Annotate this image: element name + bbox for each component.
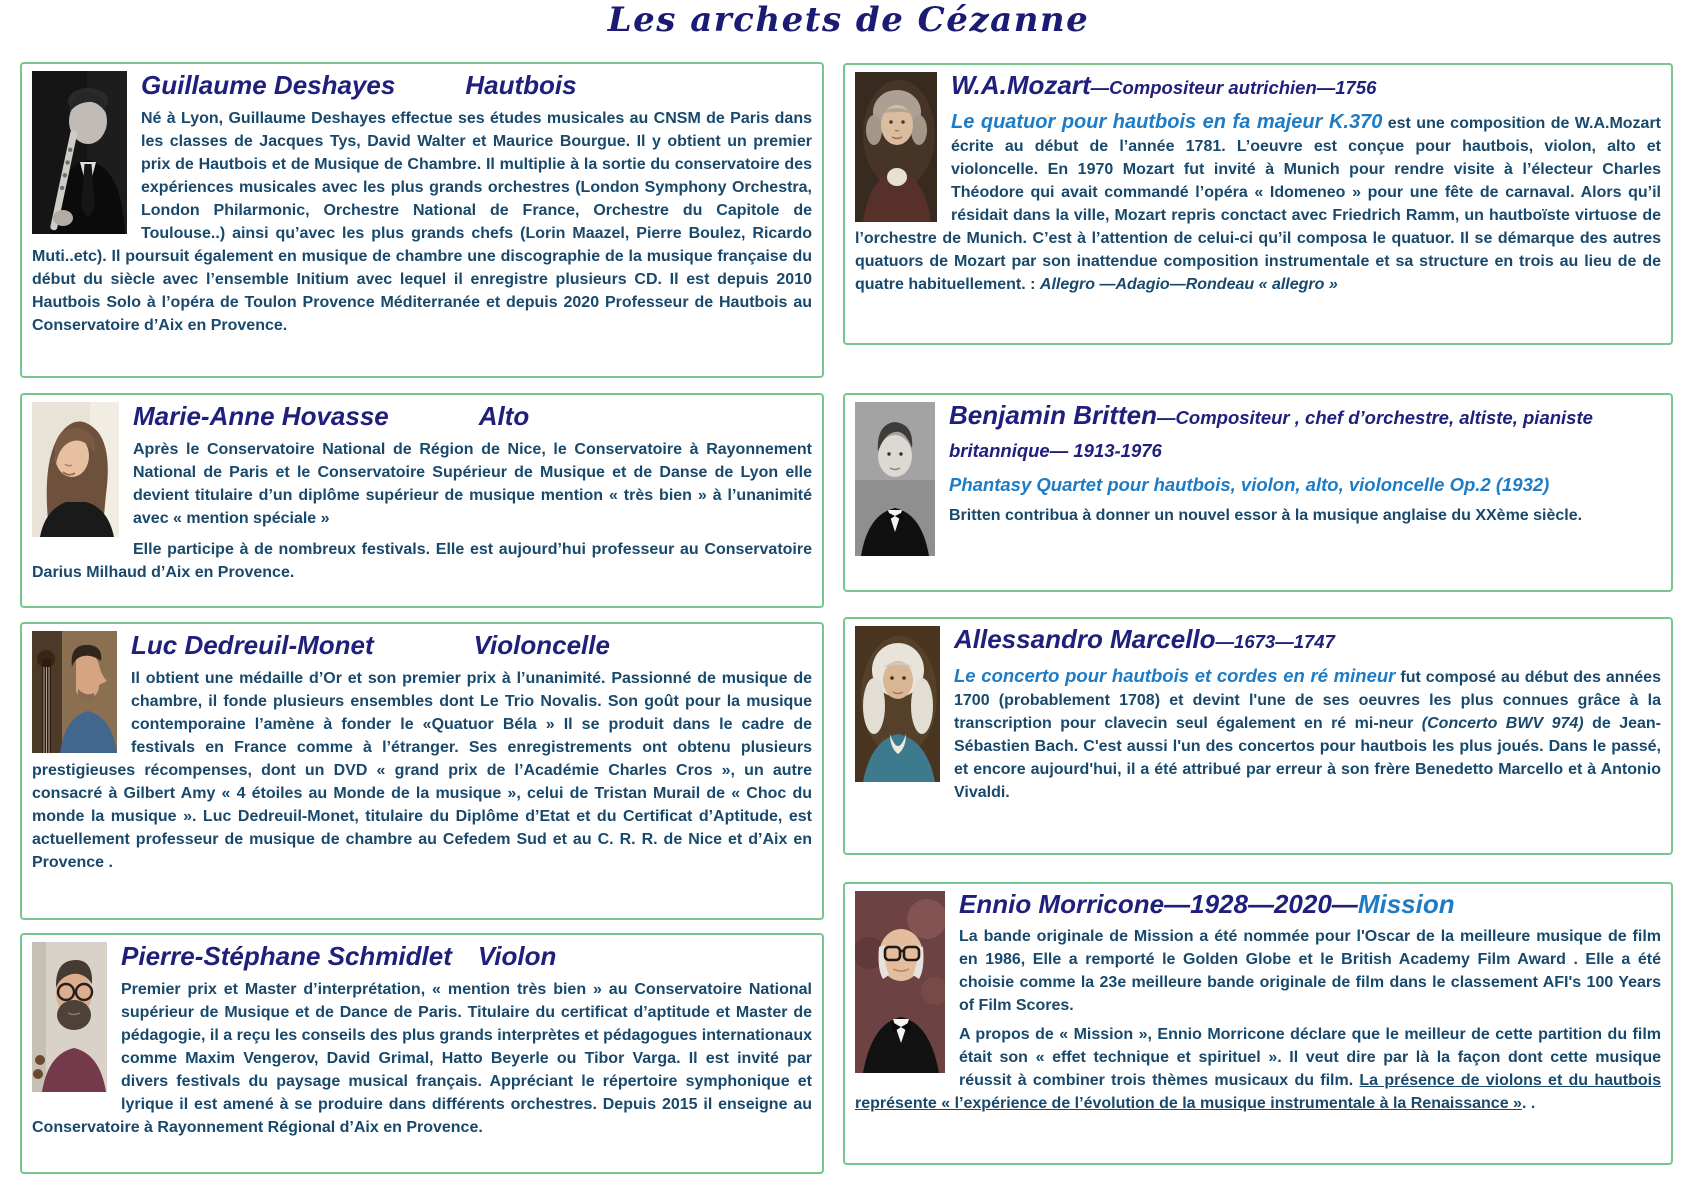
musician-card-deshayes	[20, 62, 824, 378]
alessandro-marcello-portrait	[855, 626, 940, 782]
bwv-reference: (Concerto BWV 974)	[1421, 715, 1584, 732]
instrument-label: Hautbois	[465, 70, 577, 100]
composer-heading	[855, 400, 1661, 466]
work-title: Mission	[1357, 889, 1455, 919]
work-text: est une composition de W.A.Mozart écrite au début de l’année 1781. L’oeuvre est conçue pour hautbois, violon, alto et violoncelle. En 1970 Mozart fut invité à Munich pour rendre visite à l’électeur Charles Théodore qui avait commandé l’opéra « Idomeneo » pour une fête de carnaval. Alors qu’il résidait dans la ville, Mozart repris conctact avec Friedrich Ramm, un hautboïste virtuose de l’orchestre de Munich. C’est à l’attention de celui-ci qu’il composa le quatuor. Il se démarque des autres quatuors de Mozart par son inattendue composition instrumentale et sa structure en trois au lieu de de quatre habituellement. :	[855, 115, 1662, 293]
wa-mozart-portrait	[855, 72, 937, 222]
composer-subtitle: —Compositeur autrichien—1756	[1090, 77, 1377, 98]
work-description-2	[855, 1023, 1661, 1115]
musician-card-dedreuil	[20, 622, 824, 920]
composer-card-britten	[843, 393, 1673, 592]
work-description	[855, 663, 1661, 804]
composer-subtitle: —Compositeur , chef d’orchestre, altiste, pianiste britannique— 1913-1976	[949, 407, 1593, 461]
composer-heading	[855, 624, 1661, 657]
musician-bio: Il obtient une médaille d’Or et son premier prix à l’unanimité. Passionné de musique de chambre, il fonde plusieurs ensembles dont Le Trio Novalis. Son goût pour la musique contemporaine l’amène à fonder le «Quatuor Béla » Il se produit dans le cadre de festivals en France comme à l’étranger. Ses enregistrements ont obtenu plusieurs prestigieuses récompenses, dont un DVD « grand prix de l’Académie Charles Cros », un autre consacré à Gilbert Amy « 4 étoiles au Monde de la musique », celui de Tristan Murail de « Choc du monde la musique ». Luc Dedreuil-Monet, titulaire du Diplôme d’Etat et du Certificat d’Aptitude, est actuellement professeur de musique de chambre au Cefedem Sud et au C. R. R. de Nice et d’Aix en Provence .	[32, 670, 812, 871]
composer-heading	[855, 889, 1661, 919]
musician-heading	[32, 69, 812, 101]
composer-card-marcello	[843, 617, 1673, 855]
instrument-label: Violon	[477, 941, 557, 971]
work-description: Britten contribua à donner un nouvel essor à la musique anglaise du XXème siècle.	[949, 507, 1583, 524]
composer-name: Ennio Morricone	[959, 889, 1165, 919]
work-description	[855, 109, 1661, 296]
work-title: Phantasy Quartet pour hautbois, violon, alto, violoncelle Op.2 (1932)	[949, 474, 1550, 495]
musician-card-schmidlet	[20, 933, 824, 1174]
work-title: Le concerto pour hautbois et cordes en ré mineur	[954, 665, 1396, 686]
work-title-line	[855, 472, 1661, 498]
work-title: Le quatuor pour hautbois en fa majeur K.370	[951, 111, 1383, 133]
benjamin-britten-photo	[855, 402, 935, 556]
composer-dates: —1673—1747	[1215, 631, 1335, 652]
ennio-morricone-photo	[855, 891, 945, 1073]
musician-name: Pierre-Stéphane Schmidlet	[121, 941, 452, 971]
instrument-label: Alto	[478, 401, 530, 431]
work-text-2: de Jean-Sébastien Bach. C'est aussi l'un des concertos pour hautbois les plus joués. Dans le passé, et encore aujourd'hui, il a été attribué par erreur à son frère Benedetto Marcello et à Antonio Vivaldi.	[954, 715, 1662, 801]
composer-card-mozart	[843, 63, 1673, 345]
underlined-text: La présence de violons et du hautbois représente « l’expérience de l’évolution de la musique instrumentale à la Renaissance »	[855, 1072, 1661, 1112]
movements-list: Allegro —Adagio—Rondeau « allegro »	[1039, 276, 1338, 293]
instrument-label: Violoncelle	[473, 630, 610, 660]
musician-name: Luc Dedreuil-Monet	[131, 630, 374, 660]
quote-text: A propos de « Mission », Ennio Morricone déclare que le meilleur de cette partition du film était son « effet technique et spirituel ». Il veut dire par là la façon dont cette musique réussit à combiner trois thèmes musicaux du film.	[959, 1026, 1661, 1089]
page-title: Les archets de Cézanne	[607, 0, 1090, 40]
composer-heading	[855, 70, 1661, 103]
musician-bio: Né à Lyon, Guillaume Deshayes effectue ses études musicales au CNSM de Paris dans les classes de Jacques Tys, David Walter et Maurice Bourgue. Il y obtient un premier prix de Hautbois et de Musique de Chambre. Il multiplie à la sortie du conservatoire des expériences musicales avec les plus grands orchestres (London Symphony Orchestra, London Philarmonic, Orchestre National de France, Orchestre du Capitole de Toulouse..) ainsi qu’avec les plus grands chefs (Lorin Maazel, Pierre Boulez, Ricardo Muti..etc). Il poursuit également en musique de chambre une discographie de la musique française du début du siècle avec l’ensemble Initium avec lequel il enregistre plusieurs CD. Il est depuis 2010 Hautbois Solo à l’opéra de Toulon Provence Méditerranée et depuis 2020 Professeur de Hautbois au Conservatoire d’Aix en Provence.	[32, 110, 812, 334]
composer-name: W.A.Mozart	[951, 70, 1091, 100]
closing-punctuation: . .	[1521, 1095, 1536, 1112]
work-text-1: fut composé au début des années 1700 (probablement 1708) et devint l'une de ses oeuvres les plus connues grâce à la transcription pour clavecin seul également en ré mi-neur	[954, 669, 1661, 732]
work-description-1: La bande originale de Mission a été nommée pour l'Oscar de la meilleure musique de film en 1986, Elle a remporté le Golden Globe et le British Academy Film Award . Elle a été choisie comme la 23e meilleure bande originale de film dans le classement AFI's 100 Years of Film Scores.	[959, 928, 1661, 1014]
musician-bio: Après le Conservatoire National de Région de Nice, le Conservatoire à Rayonnement National de Paris et le Conservatoire Supérieur de Musique et de Danse de Lyon elle devient titulaire d’un diplôme supérieur de musique mention « très bien » à l’unanimité avec « mention spéciale »	[133, 441, 812, 527]
musician-heading	[32, 400, 812, 432]
composer-dates: —1928—2020—	[1164, 889, 1358, 919]
composer-card-morricone	[843, 882, 1673, 1165]
composer-name: Allessandro Marcello	[954, 624, 1216, 654]
musician-name: Guillaume Deshayes	[141, 70, 396, 100]
musician-bio: Premier prix et Master d’interprétation, « mention très bien » au Conservatoire National supérieur de Musique et de Dance de Paris. Titulaire du certificat d’aptitude et Master de pédagogie, il a reçu les conseils des plus grands interprètes et pédagogues internationaux comme Maxim Vengerov, David Grimal, Hatto Beyerle ou Tibor Varga. Il est invité par divers festivals du paysage musical français. Appréciant le répertoire symphonique et lyrique il est amené à se produire dans différents orchestres. Depuis 2015 il enseigne au Conservatoire à Rayonnement Régional d’Aix en Provence.	[32, 981, 812, 1136]
pierre-stephane-schmidlet-photo	[32, 942, 107, 1092]
marie-anne-hovasse-photo	[32, 402, 119, 537]
musician-card-hovasse	[20, 393, 824, 608]
luc-dedreuil-monet-photo	[32, 631, 117, 753]
musician-heading	[32, 629, 812, 661]
composer-name: Benjamin Britten	[949, 400, 1158, 430]
musician-bio-2: Elle participe à de nombreux festivals. Elle est aujourd’hui professeur au Conservatoire Darius Milhaud d’Aix en Provence.	[32, 541, 812, 581]
musician-name: Marie-Anne Hovasse	[133, 401, 389, 431]
guillaume-deshayes-photo	[32, 71, 127, 234]
musician-heading	[32, 940, 812, 972]
